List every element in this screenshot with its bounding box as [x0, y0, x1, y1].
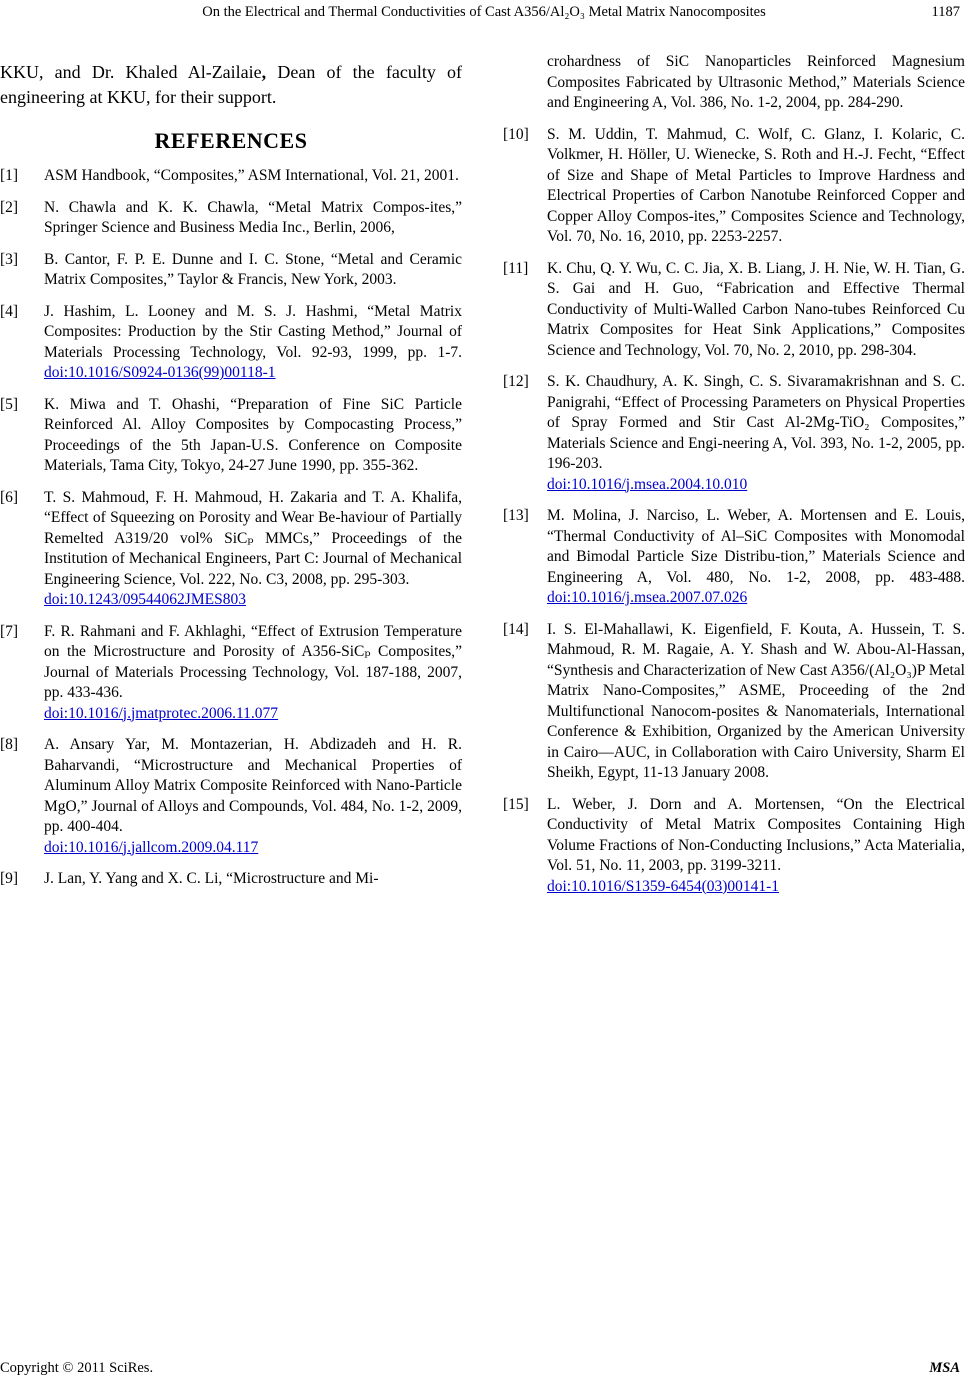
reference-text: B. Cantor, F. P. E. Dunne and I. C. Stone, “Metal and Ceramic Matrix Composites,” Taylor & Francis, New York, 2003.	[44, 250, 462, 288]
reference-text: A. Ansary Yar, M. Montazerian, H. Abdizadeh and H. R. Baharvandi, “Microstructure and Mechanical Properties of Aluminum Alloy Matrix Composite Reinforced with Nano-Particle MgO,” Journal of Alloys and Compounds, Vol. 484, No. 1-2, 2009, pp. 400-404.	[44, 736, 462, 835]
doi-link[interactable]: doi:10.1016/j.jallcom.2009.04.117	[44, 838, 259, 856]
left-column	[0, 52, 462, 901]
reference-number: [5]	[0, 395, 19, 413]
ack-text-start: KKU, and Dr. Khaled Al-Zailaie	[0, 62, 262, 82]
reference-item	[503, 620, 965, 784]
reference-number: [13]	[503, 507, 529, 524]
doi-link[interactable]: doi:10.1016/S0924-0136(99)00118-1	[44, 364, 276, 381]
reference-text: S. K. Chaudhury, A. K. Singh, C. S. Sivaramakrishnan and S. C. Panigrahi, “Effect of Processing Parameters on Physical Properties of Spray Formed and Stir Cast Al-2Mg-TiO₂ Composites,” Materials Science and Engi-neering A, Vol. 393, No. 1-2, 2005, pp. 196-203.	[547, 373, 965, 472]
reference-number: [9]	[0, 870, 19, 887]
reference-text: T. S. Mahmoud, F. H. Mahmoud, H. Zakaria and T. A. Khalifa, “Effect of Squeezing on Porosity and Wear Be-haviour of Partially Remelted A319/20 vol% SiCₚ MMCs,” Proceedings of the Institution of Mechanical Engineers, Part C: Journal of Mechanical Engineering Science, Vol. 222, No. C3, 2008, pp. 295-303.	[44, 488, 462, 588]
reference-text: M. Molina, J. Narciso, L. Weber, A. Mortensen and E. Louis, “Thermal Conductivity of Al–SiC Composites with Monomodal and Bimodal Particle Size Distribu-tion,” Materials Science and Engineering A, Vol. 480, No. 1-2, 2008, pp. 483-488.	[547, 507, 965, 586]
reference-item-continued	[503, 52, 965, 114]
reference-text: J. Hashim, L. Looney and M. S. J. Hashmi, “Metal Matrix Composites: Production by the Stir Casting Method,” Journal of Materials Processing Technology, Vol. 92-93, 1999, pp. 1-7.	[44, 302, 462, 361]
reference-item	[0, 198, 462, 239]
reference-number: [15]	[503, 795, 529, 813]
copyright-notice: Copyright © 2011 SciRes.	[0, 1360, 154, 1376]
reference-number: [10]	[503, 125, 529, 143]
reference-text: F. R. Rahmani and F. Akhlaghi, “Effect of Extrusion Temperature on the Microstructure and Porosity of A356-SiCₚ Composites,” Journal of Materials Processing Technology, Vol. 187-188, 2007, pp. 433-436.	[44, 622, 462, 701]
reference-number: [6]	[0, 488, 19, 506]
journal-abbreviation: MSA	[929, 1360, 960, 1376]
reference-item	[0, 622, 462, 725]
references-heading: REFERENCES	[154, 128, 308, 153]
page-header	[0, 4, 968, 24]
reference-item	[0, 735, 462, 858]
ack-text-end: Dean of the faculty of engineering at KKU, for their support.	[0, 62, 462, 107]
running-title: On the Electrical and Thermal Conductivities of Cast A356/Al₂O₃ Metal Matrix Nanocomposites	[202, 4, 766, 20]
reference-text: I. S. El-Mahallawi, K. Eigenfield, F. Kouta, A. Hussein, T. S. Mahmoud, R. M. Ragaie, A. Y. Shash and W. Abou-Al-Hassan, “Synthesis and Characterization of New Cast A356/(Al₂O₃)P Metal Matrix Nano-Composites,” ASME, Proceeding of the 2nd Multifunctional Nanocom-posites & Nanomaterials, International Conference & Exhibition, Organized by the American University in Cairo—AUC, in Collaboration with Cairo University, Sharm El Sheikh, Egypt, 11-13 January 2008.	[547, 620, 965, 781]
reference-number: [8]	[0, 736, 19, 753]
reference-item	[0, 488, 462, 611]
reference-number: [11]	[503, 259, 529, 277]
doi-link[interactable]: doi:10.1243/09544062JMES803	[44, 591, 246, 608]
reference-number: [12]	[503, 373, 529, 390]
doi-link[interactable]: doi:10.1016/j.jmatprotec.2006.11.077	[44, 704, 279, 722]
reference-text: N. Chawla and K. K. Chawla, “Metal Matrix Compos-ites,” Springer Science and Business Media Inc., Berlin, 2006,	[44, 198, 462, 236]
ack-bold-comma: ,	[261, 62, 267, 82]
reference-number: [3]	[0, 250, 19, 268]
page-footer	[0, 1360, 968, 1380]
reference-text: K. Miwa and T. Ohashi, “Preparation of Fine SiC Particle Reinforced Al. Alloy Composites by Compocasting Process,” Proceedings of the 5th Japan-U.S. Conference on Composite Materials, Tama City, Tokyo, 24-27 June 1990, pp. 355-362.	[44, 395, 462, 474]
reference-item	[0, 395, 462, 477]
reference-number: [14]	[503, 620, 529, 638]
reference-number: [1]	[0, 167, 19, 184]
reference-number: [7]	[0, 622, 19, 640]
reference-item	[503, 259, 965, 362]
page-number: 1187	[931, 4, 960, 20]
reference-number: [2]	[0, 198, 19, 216]
reference-item	[503, 506, 965, 609]
reference-item	[503, 125, 965, 248]
reference-item	[0, 250, 462, 291]
reference-number: [4]	[0, 302, 19, 320]
reference-item	[503, 372, 965, 495]
reference-text: K. Chu, Q. Y. Wu, C. C. Jia, X. B. Liang, J. H. Nie, W. H. Tian, G. S. Gai and H. Guo, “Fabrication and Effective Thermal Conductivity of Multi-Walled Carbon Nano-tubes Reinforced Cu Matrix Composites for Heat Sink Applications,” Composites Science and Technology, Vol. 70, No. 2, 2010, pp. 298-304.	[547, 259, 965, 359]
doi-link[interactable]: doi:10.1016/S1359-6454(03)00141-1	[547, 877, 780, 895]
right-column	[503, 52, 965, 908]
reference-text: crohardness of SiC Nanoparticles Reinforced Magnesium Composites Fabricated by Ultrasonic Method,” Materials Science and Engineering A, Vol. 386, No. 1-2, 2004, pp. 284-290.	[547, 53, 965, 111]
reference-item	[0, 166, 462, 187]
reference-text: ASM Handbook, “Composites,” ASM International, Vol. 21, 2001.	[44, 167, 459, 184]
reference-text: L. Weber, J. Dorn and A. Mortensen, “On the Electrical Conductivity of Metal Matrix Composites Containing High Volume Fractions of Non-Conducting Inclusions,” Acta Materialia, Vol. 51, No. 11, 2003, pp. 3199-3211.	[547, 795, 965, 874]
doi-link[interactable]: doi:10.1016/j.msea.2004.10.010	[547, 475, 748, 493]
acknowledgement-paragraph	[0, 60, 462, 110]
reference-item	[0, 302, 462, 384]
reference-item	[0, 869, 462, 890]
reference-text: J. Lan, Y. Yang and X. C. Li, “Microstructure and Mi-	[44, 870, 379, 887]
doi-link[interactable]: doi:10.1016/j.msea.2007.07.026	[547, 589, 748, 606]
reference-text: S. M. Uddin, T. Mahmud, C. Wolf, C. Glanz, I. Kolaric, C. Volkmer, H. Höller, U. Wienecke, S. Roth and H.-J. Fecht, “Effect of Size and Shape of Metal Particles to Improve Hardness and Electrical Properties of Carbon Nanotube Reinforced Copper and Copper Alloy Compos-ites,” Composites Science and Technology, Vol. 70, No. 16, 2010, pp. 2253-2257.	[547, 125, 965, 245]
reference-item	[503, 795, 965, 898]
